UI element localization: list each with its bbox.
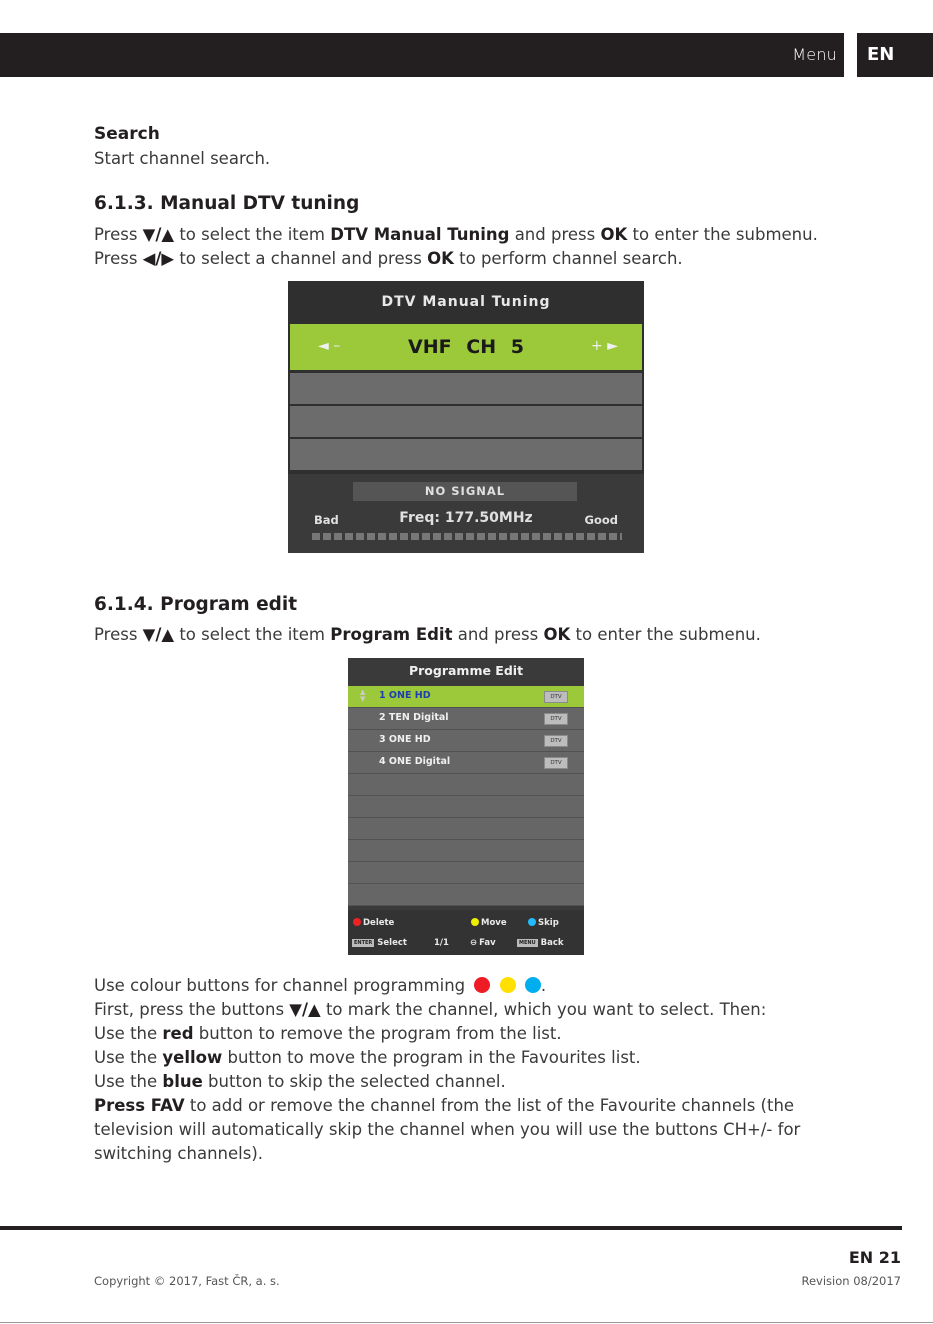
body-line-1: Use colour buttons for channel programming . xyxy=(94,976,547,995)
program-edit-heading: 6.1.4. Program edit xyxy=(94,594,298,615)
programme-edit-screen xyxy=(348,658,584,955)
select-hint: ENTER Select xyxy=(354,938,407,948)
manual-dtv-heading: 6.1.3. Manual DTV tuning xyxy=(94,193,360,214)
red-dot-icon xyxy=(353,918,361,926)
empty-row xyxy=(348,818,584,840)
body-line-4: Use the yellow button to move the program in the Favourites list. xyxy=(94,1048,641,1067)
signal-panel xyxy=(288,474,644,553)
body-line-3: Use the red button to remove the program from the list. xyxy=(94,1024,562,1043)
empty-row xyxy=(348,840,584,862)
empty-row xyxy=(290,406,642,437)
red-button-icon xyxy=(474,977,490,993)
no-signal-label: NO SIGNAL xyxy=(353,482,577,501)
dtv-badge: DTV xyxy=(544,691,568,703)
empty-row xyxy=(348,862,584,884)
channel-value: VHF CH 5 xyxy=(408,336,524,358)
dtv-badge: DTV xyxy=(544,735,568,747)
page-bottom-line xyxy=(0,1322,933,1323)
up-down-icon: ▲ ▼ xyxy=(360,688,366,703)
copyright-text: Copyright © 2017, Fast ČR, a. s. xyxy=(94,1274,280,1288)
header-bar xyxy=(0,33,844,77)
back-hint: MENU Back xyxy=(519,938,564,948)
delete-hint: Delete xyxy=(353,918,394,928)
empty-row xyxy=(348,796,584,818)
channel-selector[interactable] xyxy=(290,324,642,370)
page-number: EN 21 xyxy=(848,1248,901,1267)
fav-icon: ⊖ xyxy=(470,938,478,948)
footer-divider xyxy=(0,1226,902,1230)
fav-hint: ⊖ Fav xyxy=(470,938,496,948)
body-line-8: switching channels). xyxy=(94,1144,264,1163)
menu-label: Menu xyxy=(792,45,837,64)
search-heading: Search xyxy=(94,124,160,144)
signal-strength-meter xyxy=(312,533,622,540)
skip-hint: Skip xyxy=(528,918,559,928)
yellow-button-icon xyxy=(500,977,516,993)
pe-screen-title: Programme Edit xyxy=(408,663,524,678)
pe-footer xyxy=(348,910,584,955)
empty-row xyxy=(290,373,642,404)
frequency-readout: Freq: 177.50MHz xyxy=(399,510,533,526)
revision-text: Revision 08/2017 xyxy=(801,1274,901,1288)
move-hint: Move xyxy=(471,918,507,928)
programme-row[interactable]: 2 TEN Digital DTV xyxy=(348,708,584,730)
search-text: Start channel search. xyxy=(94,149,271,168)
page-indicator: 1/1 xyxy=(434,938,449,948)
yellow-dot-icon xyxy=(471,918,479,926)
language-tab: EN xyxy=(857,33,933,77)
channel-increase-icon[interactable]: + ► xyxy=(591,338,618,354)
manual-dtv-line2: Press ◀/▶ to select a channel and press OK to perform channel search. xyxy=(94,249,683,268)
signal-bad-label: Bad xyxy=(314,513,339,527)
signal-good-label: Good xyxy=(584,513,618,527)
dtv-screen-title: DTV Manual Tuning xyxy=(381,294,551,310)
empty-row xyxy=(290,439,642,470)
blue-dot-icon xyxy=(528,918,536,926)
body-line-7: television will automatically skip the channel when you will use the buttons CH+/- for xyxy=(94,1120,801,1139)
dtv-manual-tuning-screen xyxy=(288,281,644,553)
manual-dtv-line1: Press ▼/▲ to select the item DTV Manual Tuning and press OK to enter the submenu. xyxy=(94,225,818,244)
body-line-2: First, press the buttons ▼/▲ to mark the channel, which you want to select. Then: xyxy=(94,1000,767,1019)
empty-row xyxy=(348,774,584,796)
channel-decrease-icon[interactable]: ◄ – xyxy=(318,338,341,354)
blue-button-icon xyxy=(525,977,541,993)
programme-row[interactable]: ▲ ▼ 1 ONE HD DTV xyxy=(348,686,584,708)
body-line-6: Press FAV to add or remove the channel from the list of the Favourite channels (the xyxy=(94,1096,795,1115)
dtv-badge: DTV xyxy=(544,757,568,769)
body-line-5: Use the blue button to skip the selected channel. xyxy=(94,1072,506,1091)
programme-row[interactable]: 4 ONE Digital DTV xyxy=(348,752,584,774)
empty-row xyxy=(348,884,584,906)
program-edit-line1: Press ▼/▲ to select the item Program Edit and press OK to enter the submenu. xyxy=(94,625,761,644)
programme-row[interactable]: 3 ONE HD DTV xyxy=(348,730,584,752)
dtv-badge: DTV xyxy=(544,713,568,725)
